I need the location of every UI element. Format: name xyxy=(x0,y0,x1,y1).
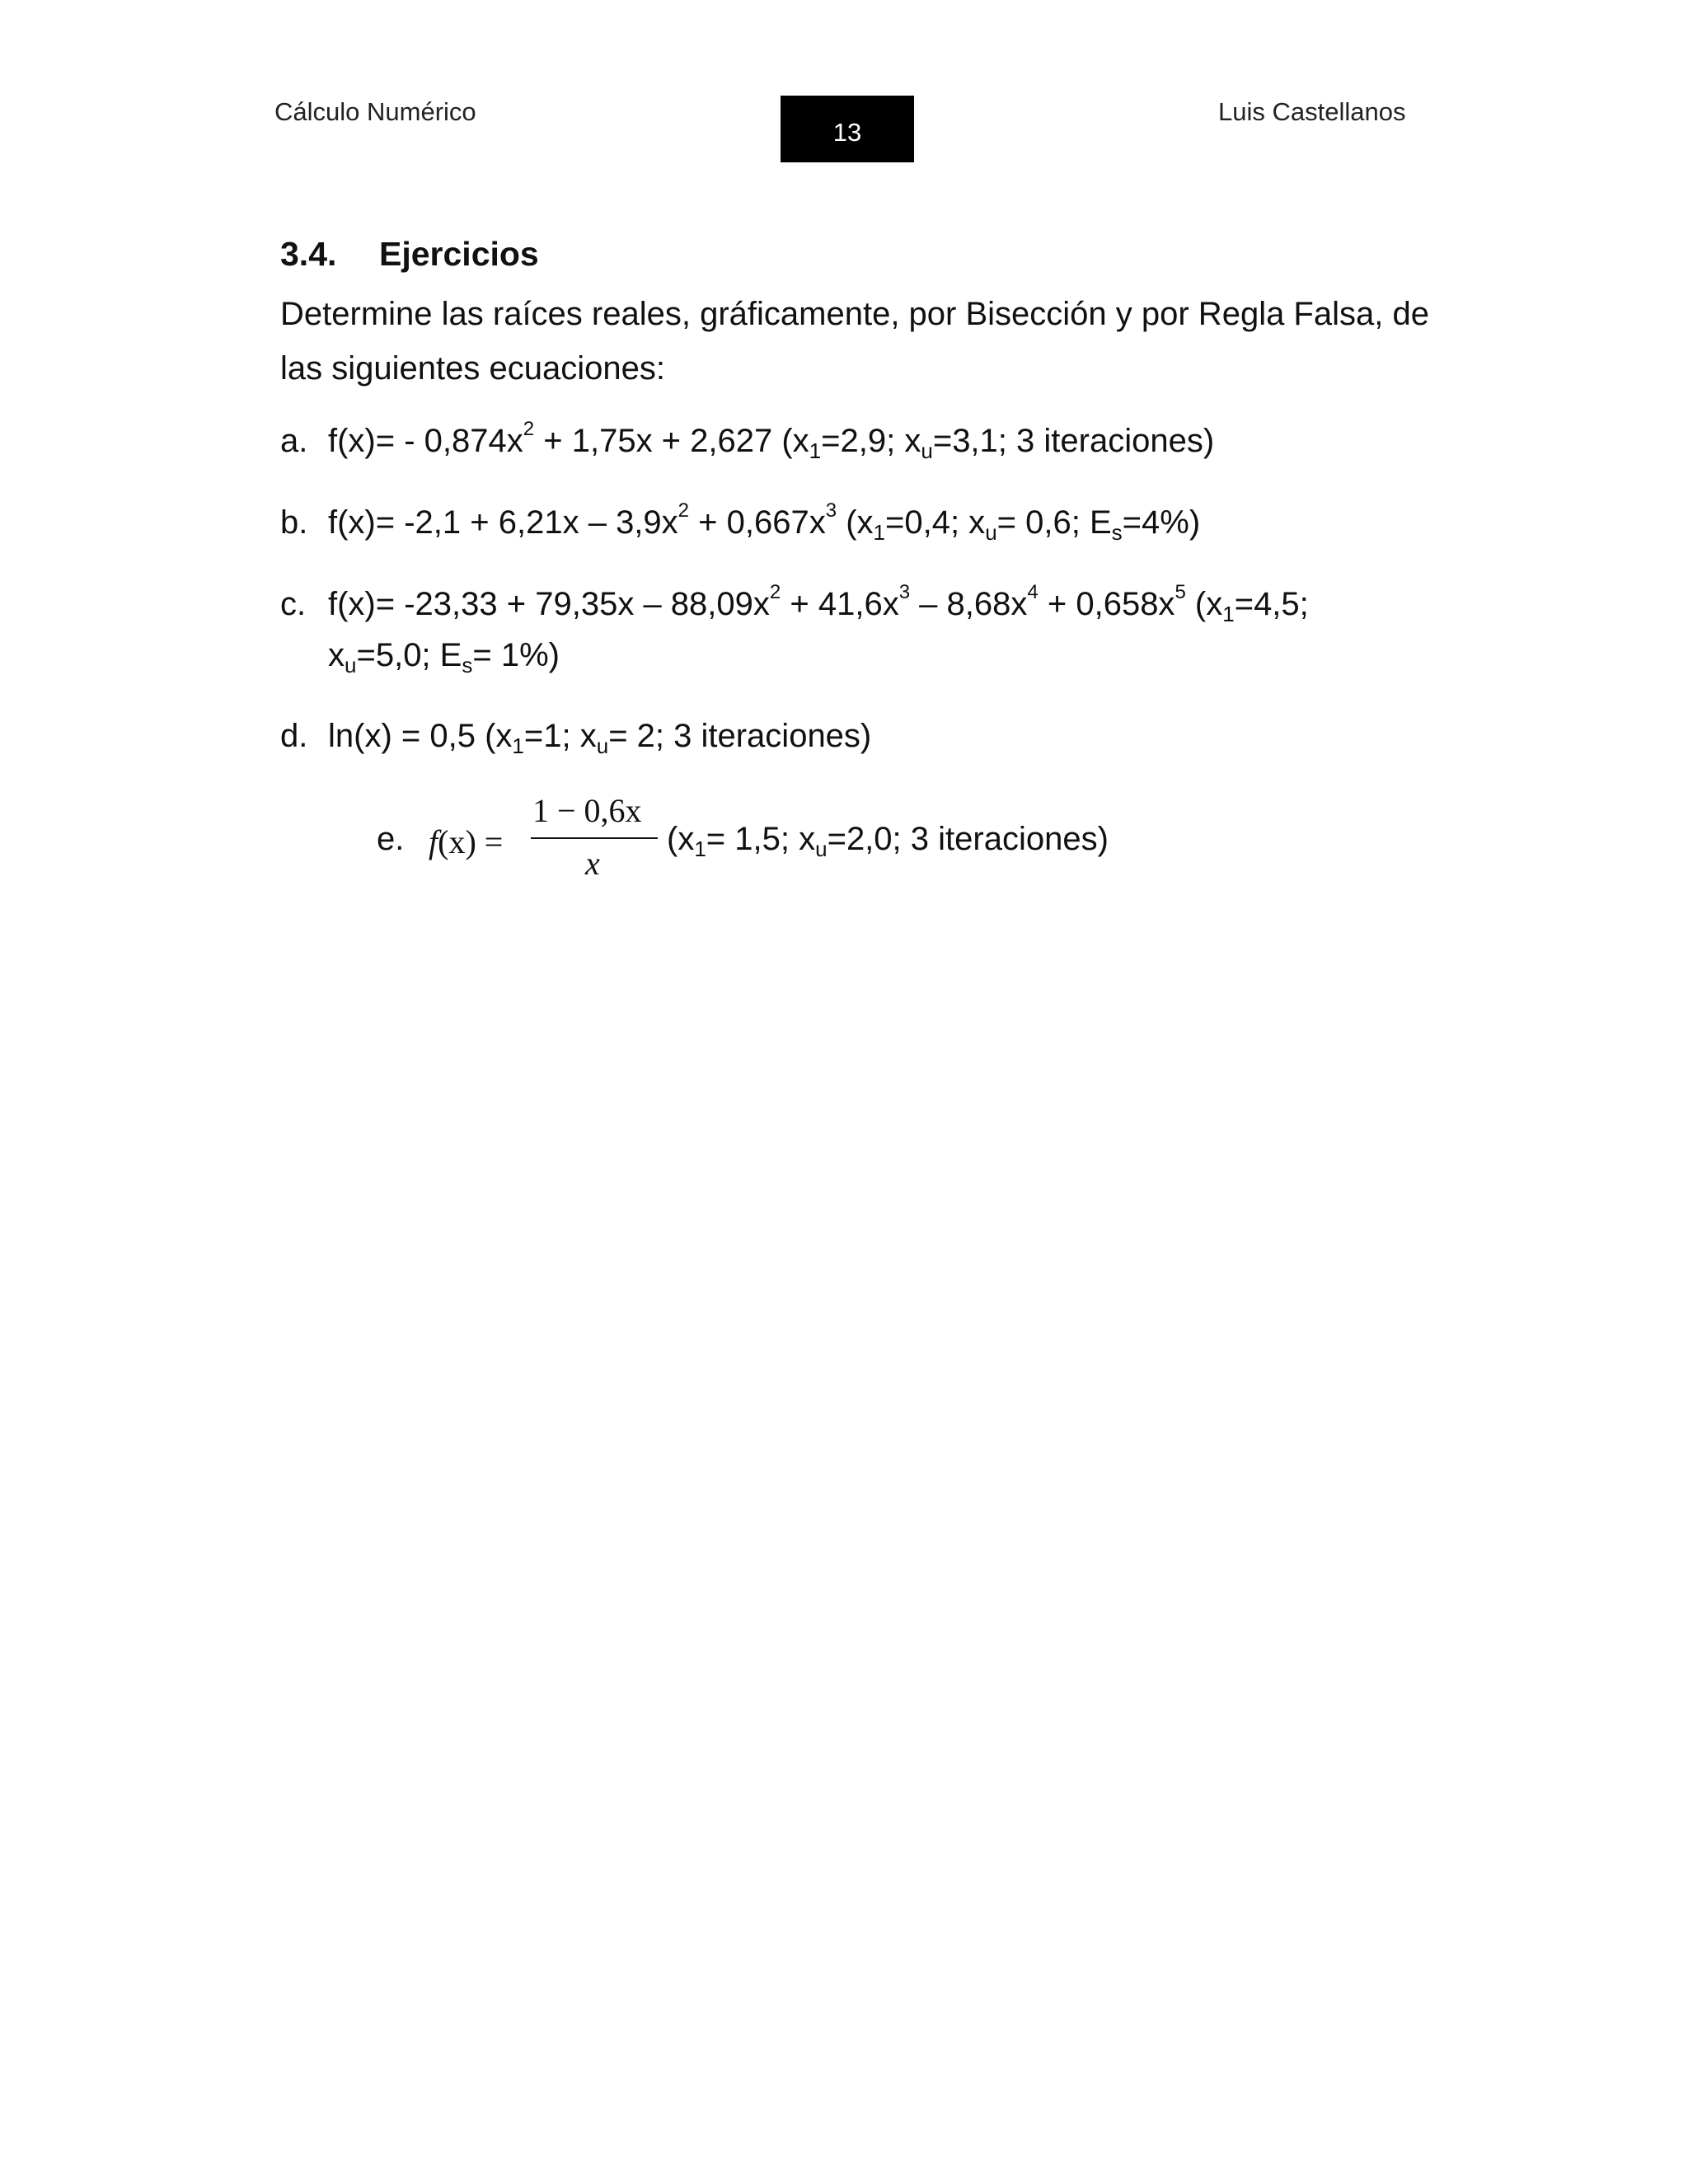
header-course-title: Cálculo Numérico xyxy=(274,97,476,126)
exercise-b: b. $f(x)= -2,1 + 6,21x - 3,9x^2 + 0,667x^3$ ($x_1=0,4$; $x_u= 0,6$; $E_s=4\%$) xyxy=(280,497,1434,548)
exercise-c-continuation: $x_u=5,0$; $E_s= 1\%$) xyxy=(328,637,560,677)
exercise-e-params: ($x_1= 1,5$; $x_u=2,0$; 3 iteraciones) xyxy=(667,821,1109,861)
page-number: 13 xyxy=(832,117,862,147)
intro-paragraph: Determine las raíces reales, gráficamente, por Bisección y por Regla Falsa, de las siguientes ecuaciones: xyxy=(280,296,1429,387)
section-number: 3.4. xyxy=(280,235,337,273)
exercise-c: c. $f(x)= -23,33 + 79,35x - 88,09x^2 + 41,6x^3 - 8,68x^4 + 0,658x^5$ ($x_1=4,5$; $x_u=5,0$; $E_s= 1\%$) xyxy=(280,579,1434,681)
exercise-e xyxy=(377,791,1201,890)
page-number-box xyxy=(781,96,914,162)
formula-denominator: x xyxy=(585,845,600,882)
exercise-marker: e. xyxy=(377,821,405,857)
formula-numerator: 1 − 0,6x xyxy=(532,792,642,829)
exercise-a: a. $f(x)= - 0,874x^2 + 1,75x + 2,627$ ($x_1=2,9$; $x_u=3,1$; 3 iteraciones) xyxy=(280,415,1434,466)
exercise-marker: b. xyxy=(280,504,308,541)
section-heading xyxy=(280,235,539,274)
exercise-marker: c. xyxy=(280,586,307,622)
fraction-formula xyxy=(429,791,643,890)
exercise-marker: d. xyxy=(280,718,308,754)
section-title: Ejercicios xyxy=(379,235,539,273)
fraction-bar xyxy=(531,837,658,839)
exercise-d: d. ln(x) = 0,5 ($x_1=1$; $x_u= 2$; 3 iteraciones) xyxy=(280,710,1434,762)
header-author: Luis Castellanos xyxy=(1218,97,1406,126)
formula-lhs: f(x) = xyxy=(429,823,504,860)
exercise-marker: a. xyxy=(280,423,308,459)
